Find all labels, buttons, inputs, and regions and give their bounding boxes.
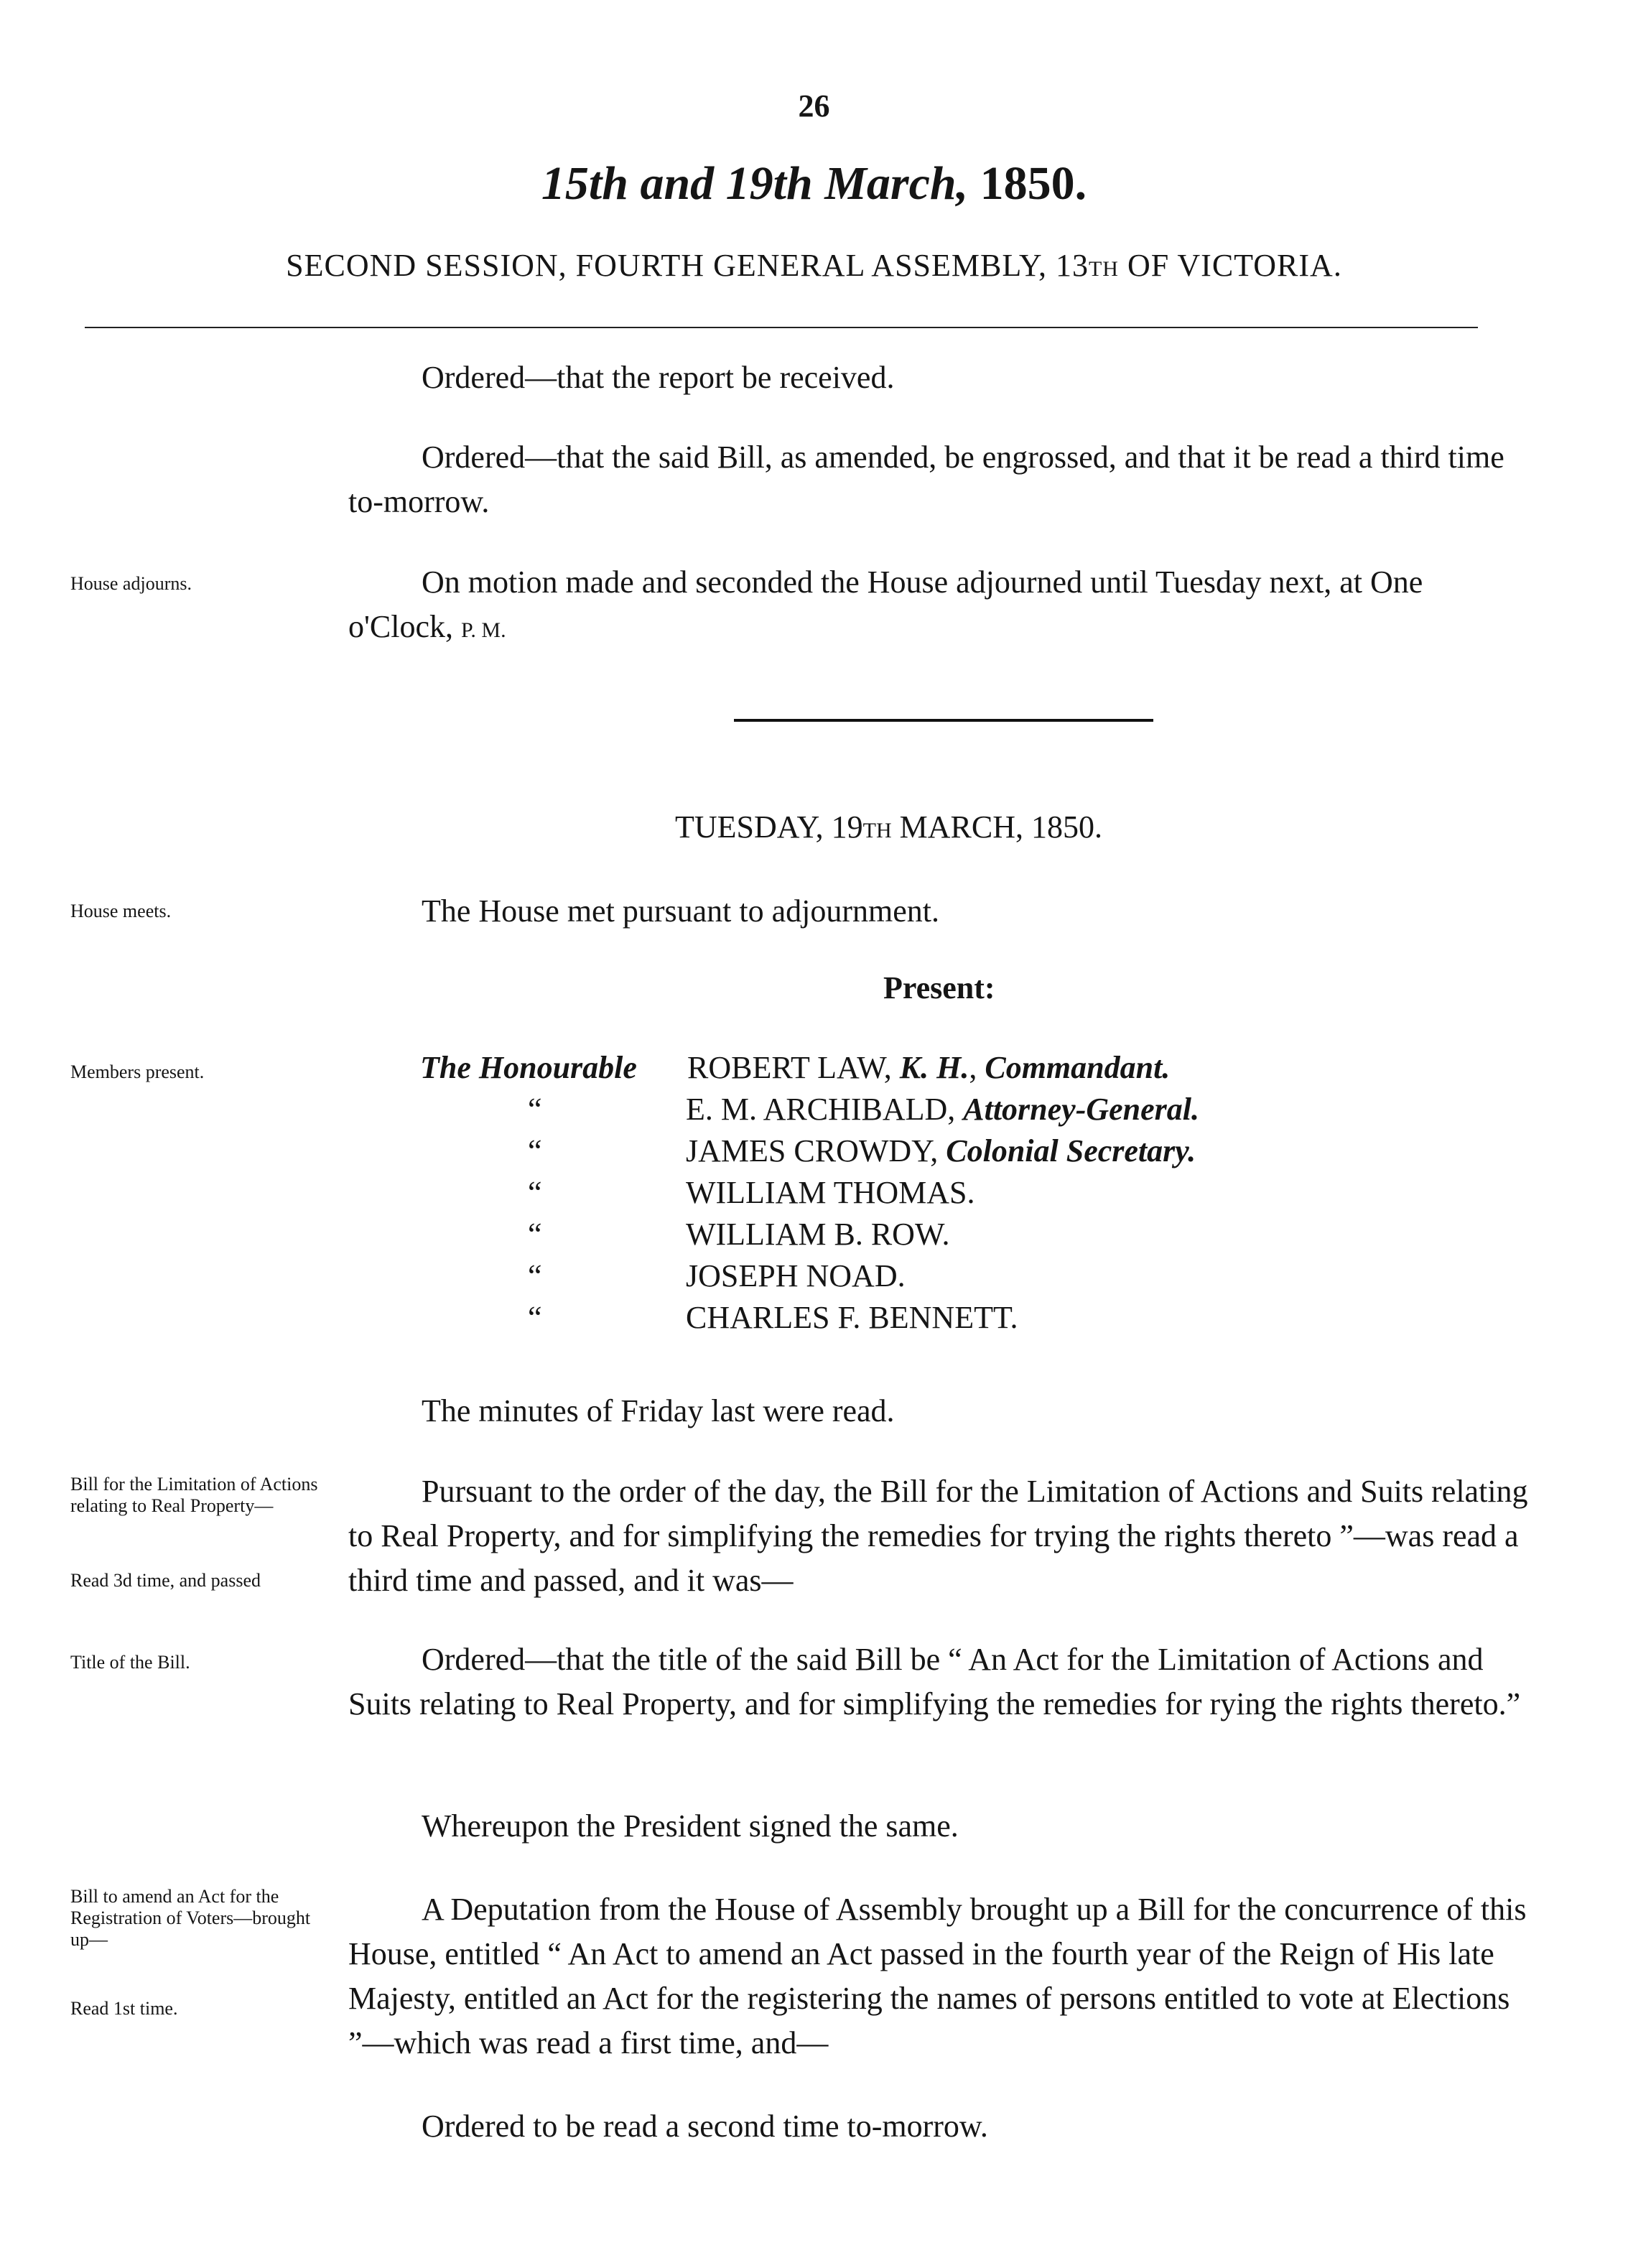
member-name: CHARLES F. BENNETT. xyxy=(686,1300,1018,1335)
sitting-date xyxy=(675,809,1102,845)
report-received-paragraph xyxy=(348,355,1533,400)
ditto-mark: “ xyxy=(528,1133,542,1168)
title-day-1: 15th xyxy=(541,157,628,210)
deputation-paragraph xyxy=(348,1887,1533,2065)
ditto-mark: “ xyxy=(528,1258,542,1293)
member-honour: K. H. xyxy=(899,1050,969,1085)
engrossed-text: Ordered—that the said Bill, as amended, be engrossed, and that it be read a third time to-morrow. xyxy=(348,440,1504,519)
subtitle-ordinal: TH xyxy=(1088,257,1119,281)
page-title xyxy=(0,157,1628,211)
ditto-mark: “ xyxy=(528,1175,542,1210)
member-name: WILLIAM B. ROW. xyxy=(686,1217,950,1252)
margin-note-limitation-bill: Bill for the Limitation of Actions relating to Real Property— xyxy=(70,1474,318,1516)
second-reading-paragraph xyxy=(348,2104,1533,2149)
session-subtitle xyxy=(0,247,1628,284)
margin-note-read-third-time: Read 3d time, and passed xyxy=(70,1570,261,1591)
ditto-mark: “ xyxy=(528,1092,542,1127)
member-name: E. M. ARCHIBALD, xyxy=(686,1092,964,1127)
adjournment-text: On motion made and seconded the House adjourned until Tuesday next, at One o'Clock, xyxy=(348,564,1423,644)
limitation-bill-text: Pursuant to the order of the day, the Bill for the Limitation of Actions and Suits relating to Real Property, and for simplifying the remedies for trying the rights thereto ”—was read a third time and passed, and it was— xyxy=(348,1474,1528,1598)
sitting-date-ordinal: TH xyxy=(862,819,892,842)
subtitle-text-b: OF VICTORIA. xyxy=(1118,248,1342,283)
bill-title-text: Ordered—that the title of the said Bill be “ An Act for the Limitation of Actions and Suits relating to Real Property, and for simplifying the remedies for rying the rights thereto.” xyxy=(348,1642,1521,1721)
second-reading-text: Ordered to be read a second time to-morrow. xyxy=(422,2109,988,2144)
deputation-text: A Deputation from the House of Assembly brought up a Bill for the concurrence of this House, entitled “ An Act to amend an Act passed in the fourth year of the Reign of His late Majesty, entitled an Act for the registering the names of persons entitled to vote at Elections ”—which was read a first time, and— xyxy=(348,1892,1527,2060)
member-title: Commandant. xyxy=(985,1050,1171,1085)
member-prefix: The Honourable xyxy=(420,1050,637,1085)
member-name: JAMES CROWDY, xyxy=(686,1133,946,1168)
member-title: Colonial Secretary. xyxy=(946,1133,1196,1168)
present-heading: Present: xyxy=(883,970,995,1005)
minutes-paragraph xyxy=(348,1389,1533,1433)
minutes-text: The minutes of Friday last were read. xyxy=(422,1393,895,1428)
subtitle-text-a: SECOND SESSION, FOURTH GENERAL ASSEMBLY, 13 xyxy=(286,248,1089,283)
title-month: March, xyxy=(824,157,969,210)
title-and: and xyxy=(628,157,726,210)
margin-note-house-meets: House meets. xyxy=(70,901,172,921)
title-day-2: 19th xyxy=(725,157,813,210)
house-met-paragraph xyxy=(348,889,1533,934)
adjournment-time-pm: P. M. xyxy=(461,618,506,642)
margin-note-read-first-time: Read 1st time. xyxy=(70,1998,178,2019)
report-received-text: Ordered—that the report be received. xyxy=(422,360,895,395)
title-year: 1850. xyxy=(968,157,1087,210)
member-separator: , xyxy=(969,1050,985,1085)
sitting-date-a: TUESDAY, 19 xyxy=(675,809,863,845)
limitation-bill-paragraph xyxy=(348,1469,1533,1603)
member-name: ROBERT LAW, xyxy=(687,1050,900,1085)
margin-note-registration-bill: Bill to amend an Act for the Registration of Voters—brought up— xyxy=(70,1886,311,1950)
member-title: Attorney-General. xyxy=(963,1092,1200,1127)
member-name: JOSEPH NOAD. xyxy=(686,1258,906,1293)
adjournment-paragraph xyxy=(348,560,1533,653)
margin-note-members-present: Members present. xyxy=(70,1061,205,1082)
section-divider xyxy=(734,719,1153,722)
member-entry xyxy=(687,1047,1170,1089)
margin-note-house-adjourns: House adjourns. xyxy=(70,573,192,594)
ditto-mark: “ xyxy=(528,1300,542,1335)
margin-note-title-of-bill: Title of the Bill. xyxy=(70,1652,190,1673)
engrossed-paragraph xyxy=(348,435,1533,524)
member-entry xyxy=(686,1089,1199,1130)
sitting-date-b: MARCH, 1850. xyxy=(891,809,1102,845)
president-signed-text: Whereupon the President signed the same. xyxy=(422,1808,959,1844)
page-number: 26 xyxy=(798,88,830,124)
member-name: WILLIAM THOMAS. xyxy=(686,1175,975,1210)
header-rule xyxy=(85,327,1478,328)
member-entry xyxy=(686,1130,1196,1172)
president-signed-paragraph xyxy=(348,1804,1533,1849)
house-met-text: The House met pursuant to adjournment. xyxy=(422,893,939,929)
bill-title-paragraph xyxy=(348,1637,1533,1726)
ditto-mark: “ xyxy=(528,1217,542,1252)
title-space xyxy=(813,157,825,210)
